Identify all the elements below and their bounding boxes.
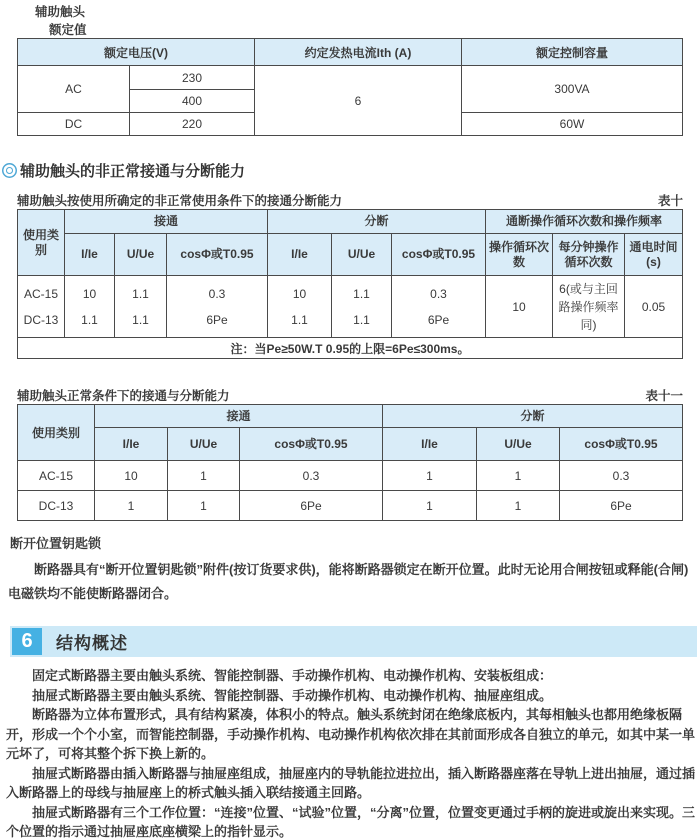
value: 1.1 — [81, 312, 98, 327]
header-cos: cosΦ或T0.95 — [240, 428, 383, 461]
cell-op-cycles: 10 — [486, 276, 553, 338]
header-cos: cosΦ或T0.95 — [560, 428, 683, 461]
header-uue: U/Ue — [477, 428, 560, 461]
table-header-row — [18, 210, 683, 234]
paragraph-layout: 断路器为立体布置形式，具有结构紧凑，体积小的特点。触头系统封闭在绝缘底板内，其每相触头也都用绝缘板隔开，形成一个个小室，而智能控制器，手动操作机构、电动操作机构依次排在其前面形成各自独立的单元，如其中某一单元坏了，可将其整个拆下换上新的。 — [6, 707, 696, 761]
cell-dc13: DC-13 — [18, 491, 95, 521]
cell-220v: 220 — [130, 113, 255, 136]
value: 1 — [168, 461, 240, 491]
abnormal-capacity-table — [17, 209, 683, 359]
header-iie: I/Ie — [268, 234, 332, 276]
value: 0.3 — [208, 286, 226, 301]
table-header-row — [18, 39, 683, 66]
header-iie: I/Ie — [95, 428, 168, 461]
value: 1 — [95, 491, 168, 521]
value: 0.3 — [560, 461, 683, 491]
value: 1.1 — [132, 286, 149, 301]
header-on-time: 通电时间(s) — [625, 234, 683, 276]
rated-values-heading: 额定值 — [49, 23, 87, 37]
cell-per-minute: 6(或与主回路操作频率同) — [553, 276, 625, 338]
header-control-capacity: 额定控制容量 — [462, 39, 683, 66]
value: 10 — [82, 286, 97, 301]
cell-make-iie — [65, 276, 115, 338]
section-number-badge: 6 — [12, 628, 42, 655]
cell-ac15: AC-15 — [23, 286, 58, 301]
table11-label: 表十一 — [645, 389, 683, 403]
cell-category — [18, 276, 65, 338]
table-data-row — [18, 461, 683, 491]
header-cos: cosΦ或T0.95 — [167, 234, 268, 276]
table10-note: 注：当Pe≥50W.T 0.95的上限=6Pe≤300ms。 — [18, 338, 683, 359]
cell-ac: AC — [18, 66, 130, 113]
header-uue: U/Ue — [332, 234, 392, 276]
value: 0.3 — [240, 461, 383, 491]
value: 6Pe — [560, 491, 683, 521]
value: 1.1 — [291, 312, 308, 327]
table10-caption: 辅助触头按使用所确定的非正常使用条件下的接通分断能力 — [17, 194, 343, 208]
table10-label: 表十 — [657, 194, 683, 208]
abnormal-table-wrap — [17, 209, 683, 359]
value: 1.1 — [353, 312, 370, 327]
table-subheader-row — [18, 234, 683, 276]
cell-dc13: DC-13 — [23, 312, 59, 327]
value: 0.3 — [430, 286, 447, 301]
rated-values-table — [17, 38, 683, 136]
paragraph-drawer-seat: 抽屉式断路器由插入断路器与抽屉座组成，抽屉座内的导轨能拉进拉出，插入断路器座落在导轨上进出抽屉，通过插入断路器上的母线与抽屉座上的桥式触头插入联结接通主回路。 — [6, 765, 696, 800]
cell-break-cos — [392, 276, 486, 338]
value: 6Pe — [240, 491, 383, 521]
value: 1 — [383, 461, 477, 491]
bullseye-icon — [6, 167, 13, 174]
cell-make-uue — [115, 276, 167, 338]
cell-break-iie — [268, 276, 332, 338]
table10-caption-row — [17, 193, 683, 209]
keylock-title: 断开位置钥匙锁 — [10, 536, 102, 551]
table11-caption: 辅助触头正常条件下的接通与分断能力 — [17, 389, 230, 403]
cell-ith: 6 — [255, 66, 462, 136]
value: 1 — [383, 491, 477, 521]
header-break: 分断 — [268, 210, 486, 234]
value: 1.1 — [132, 312, 149, 327]
table11-caption-row — [17, 388, 683, 404]
header-make: 接通 — [95, 405, 383, 428]
cell-400v: 400 — [130, 90, 255, 113]
paragraph-fixed-type: 固定式断路器主要由触头系统、智能控制器、手动操作机构、电动操作机构、安装板组成： — [32, 668, 553, 683]
header-make: 接通 — [65, 210, 268, 234]
value: 6Pe — [206, 312, 228, 327]
value: 10 — [292, 286, 307, 301]
cell-300va: 300VA — [462, 66, 683, 113]
abnormal-capacity-heading-row — [0, 160, 700, 180]
cell-on-time: 0.05 — [625, 276, 683, 338]
header-rated-voltage: 额定电压(V) — [18, 39, 255, 66]
header-thermal-current: 约定发热电流Ith (A) — [255, 39, 462, 66]
header-uue: U/Ue — [115, 234, 167, 276]
header-usage-category: 使用类别 — [18, 210, 65, 276]
header-break: 分断 — [383, 405, 683, 428]
abnormal-capacity-heading: 辅助触头的非正常接通与分断能力 — [20, 162, 246, 180]
value: 1 — [477, 491, 560, 521]
table-data-row — [18, 491, 683, 521]
keylock-block — [8, 535, 696, 606]
auxiliary-contact-heading: 辅助触头 — [35, 5, 86, 19]
header-cycles-frequency: 通断操作循环次数和操作频率 — [486, 210, 683, 234]
normal-table-wrap — [17, 404, 683, 521]
normal-capacity-table — [17, 404, 683, 521]
table-subheader-row — [18, 428, 683, 461]
value: 10 — [95, 461, 168, 491]
structure-overview-paragraphs — [6, 666, 698, 840]
table-header-row — [18, 405, 683, 428]
paragraph-drawer-type: 抽屉式断路器主要由触头系统、智能控制器、手动操作机构、电动操作机构、抽屉座组成。 — [32, 687, 553, 703]
rated-values-table-wrap — [17, 38, 683, 136]
header-usage-category: 使用类别 — [18, 405, 95, 461]
header-iie: I/Ie — [65, 234, 115, 276]
cell-make-cos — [167, 276, 268, 338]
value: 6Pe — [427, 312, 450, 327]
value: 1 — [168, 491, 240, 521]
cell-ac15: AC-15 — [18, 461, 95, 491]
value: 1.1 — [353, 286, 370, 301]
cell-break-uue — [332, 276, 392, 338]
header-op-cycles: 操作循环次数 — [486, 234, 553, 276]
table-row — [18, 66, 683, 90]
header-per-minute: 每分钟操作循环次数 — [553, 234, 625, 276]
section6-header-bar — [10, 626, 697, 657]
doc-head — [0, 0, 700, 38]
header-uue: U/Ue — [168, 428, 240, 461]
keylock-text: 断路器具有“断开位置钥匙锁”附件(按订货要求供)，能将断路器锁定在断开位置。此时无论用合闸按钮或释能(合闸)电磁铁均不能使断路器闭合。 — [8, 562, 689, 601]
paragraph-three-positions: 抽屉式断路器有三个工作位置：“连接”位置、“试验”位置，“分离”位置，位置变更通过手柄的旋进或旋出来实现。三个位置的指示通过抽屉座底座横梁上的指针显示。 — [6, 804, 696, 839]
table-note-row — [18, 338, 683, 359]
section6-title: 结构概述 — [56, 634, 128, 653]
cell-dc: DC — [18, 113, 130, 136]
cell-60w: 60W — [462, 113, 683, 136]
header-cos: cosΦ或T0.95 — [392, 234, 486, 276]
header-iie: I/Ie — [383, 428, 477, 461]
table-data-row — [18, 276, 683, 338]
value: 1 — [477, 461, 560, 491]
cell-230v: 230 — [130, 66, 255, 90]
